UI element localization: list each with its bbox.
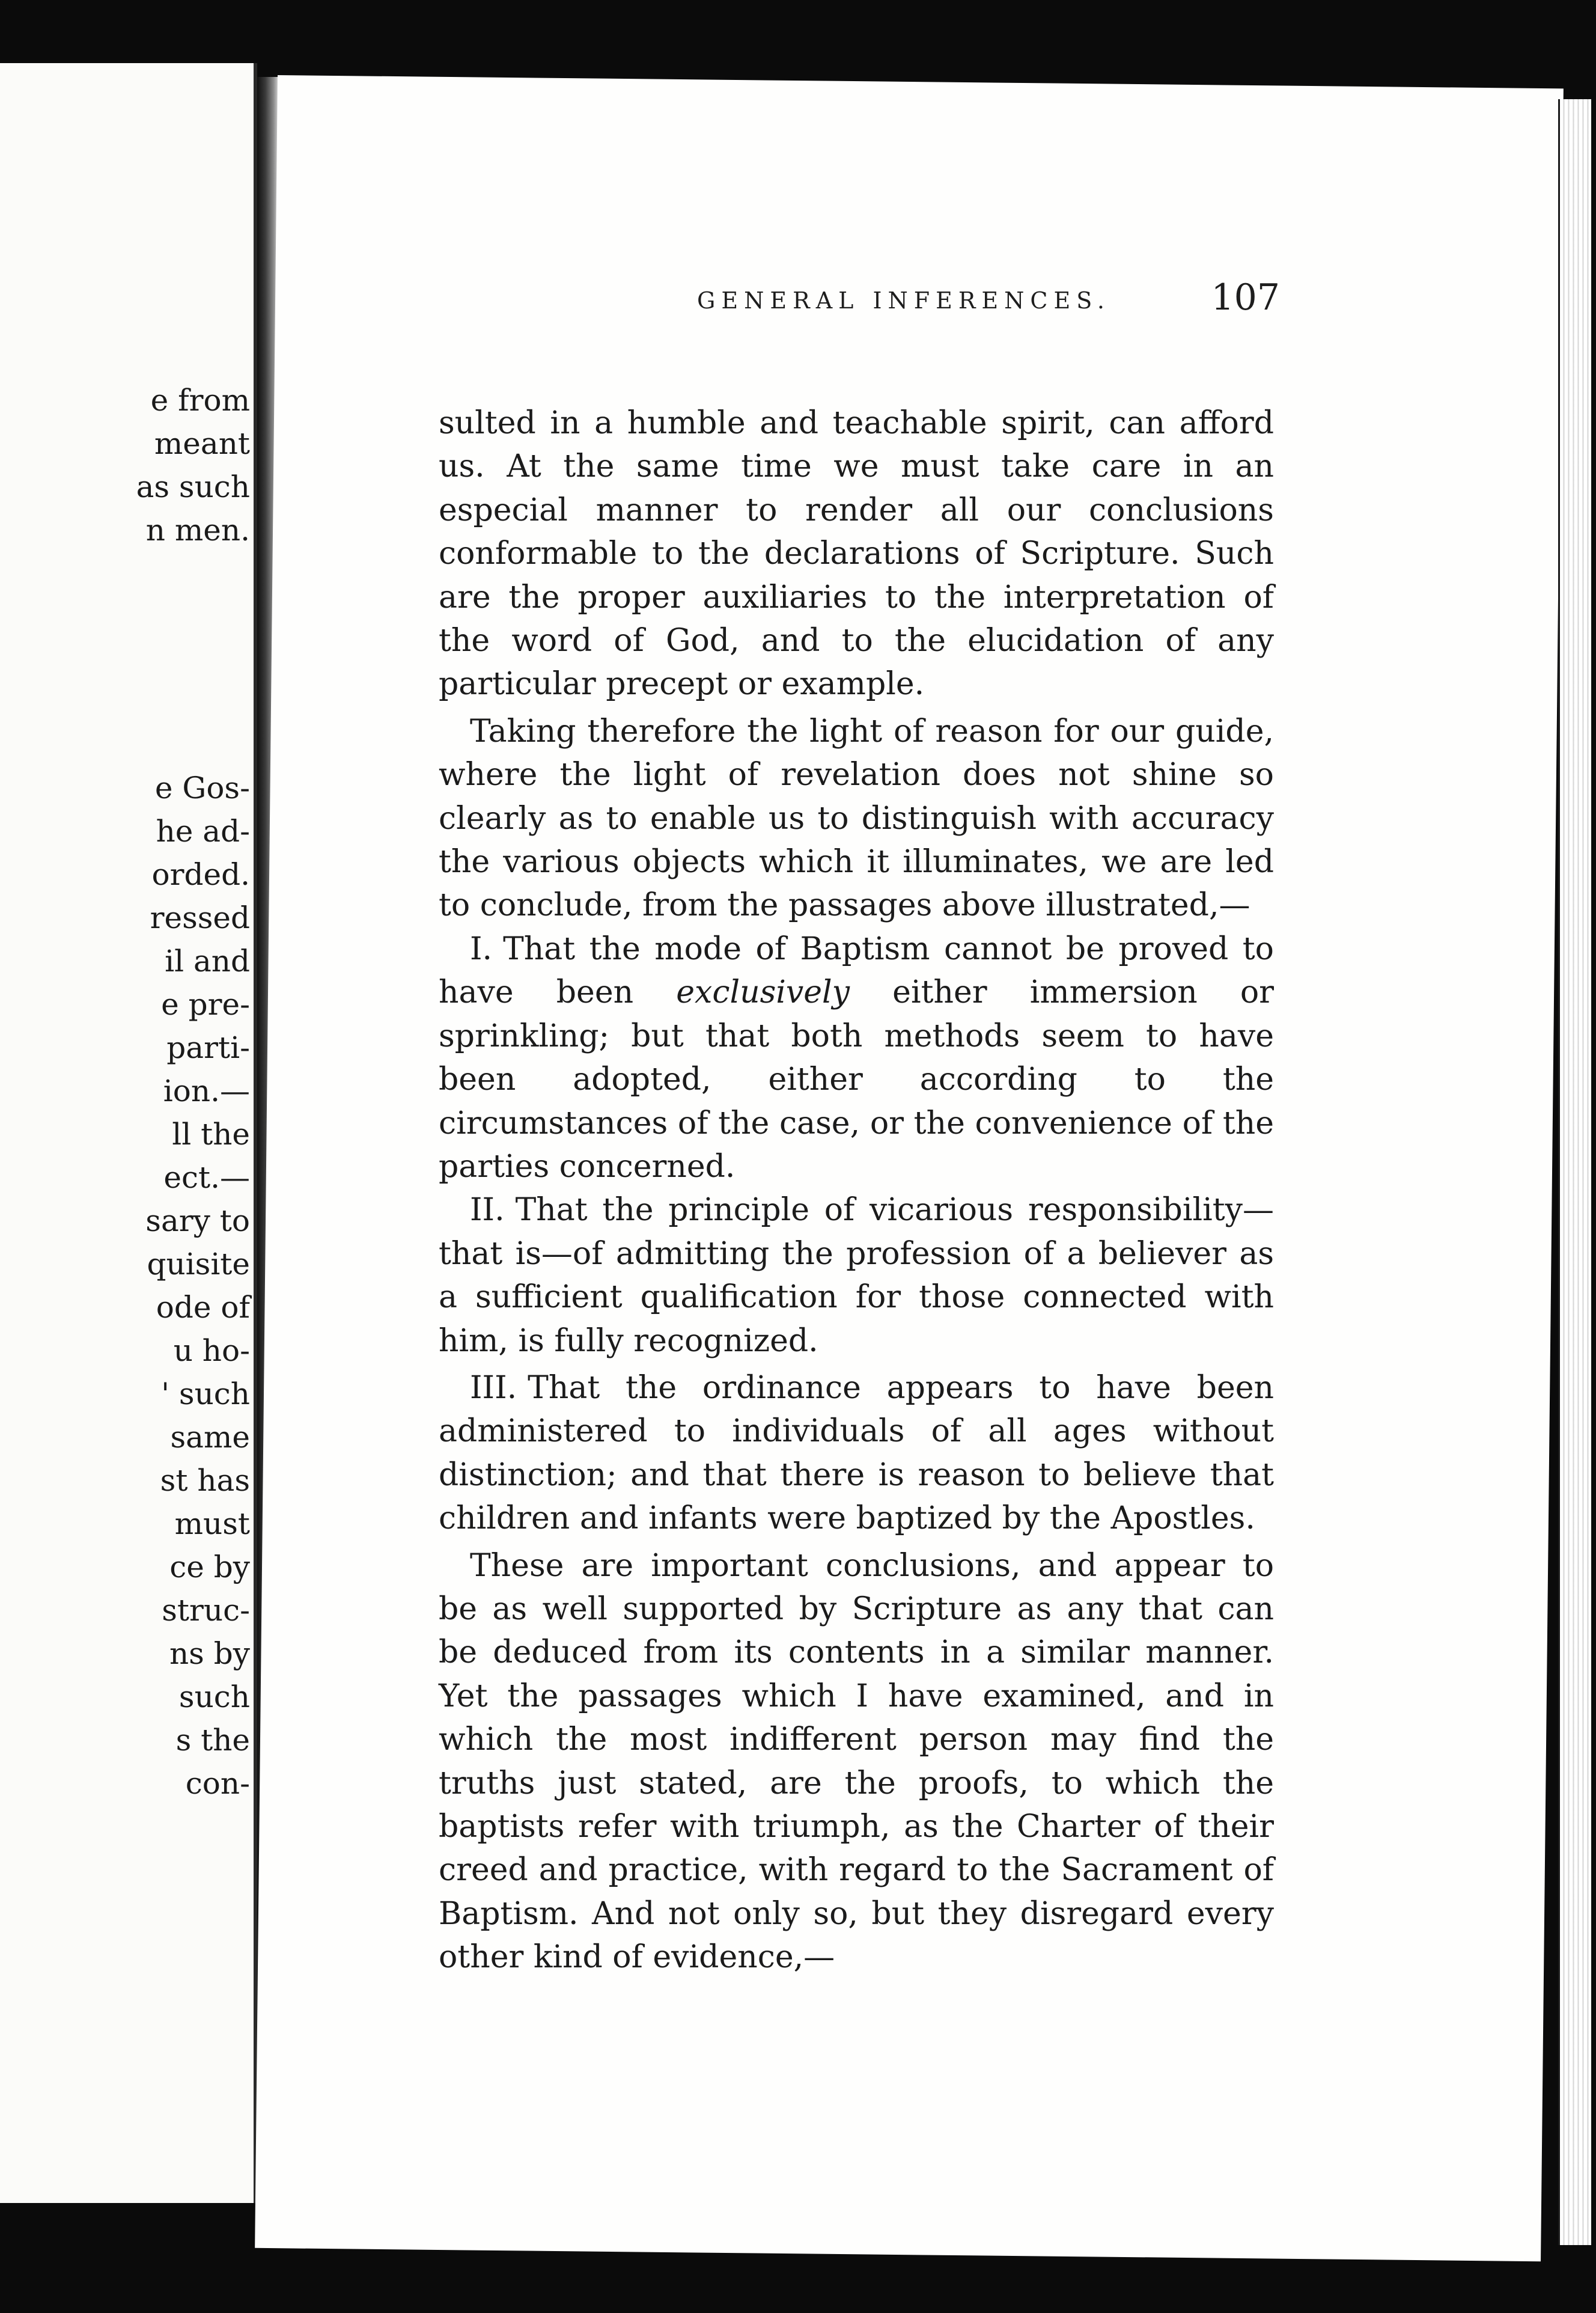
left-fragment-line: ' such bbox=[161, 1376, 250, 1411]
inference-numeral: I. bbox=[470, 930, 493, 967]
inference-text: That the principle of vicarious responsibility—that is—of admitting the profession of a believer as a sufficient qualification for those connected with him, is fully recognized. bbox=[439, 1192, 1274, 1359]
paragraph-continued: sulted in a humble and teachable spirit, can afford us. At the same time we must take care in an especial manner to render all our conclusions conformable to the declarations of Scripture. Such are the proper auxiliaries to the interpretation of the word of God, and to the elucidation of any particular precept or example. bbox=[439, 405, 1274, 703]
left-fragment-line: ll the bbox=[172, 1117, 250, 1152]
left-fragment-line: e pre- bbox=[161, 987, 250, 1022]
left-fragment-line: orded. bbox=[151, 857, 250, 892]
left-fragment-line: s the bbox=[175, 1723, 250, 1758]
inference-item-3 bbox=[439, 1366, 1274, 1541]
paragraph-closing: These are important conclusions, and appear to be as well supported by Scripture as any that can be deduced from its contents in a similar manner. Yet the passages which I have examined, and in which the most indifferent person may find the truths just stated, are the proofs, to which the baptists refer with triumph, as the Charter of their creed and practice, with regard to the Sacrament of Baptism. And not only so, but they disregard every other kind of evidence,— bbox=[439, 1547, 1274, 1976]
inference-text: That the ordinance appears to have been administered to individuals of all ages without distinction; and that there is reason to believe that children and infants were baptized by the Apostles. bbox=[439, 1369, 1274, 1537]
left-fragment-line: he ad- bbox=[156, 814, 250, 849]
left-page bbox=[0, 63, 257, 2203]
inference-item-1 bbox=[439, 927, 1274, 1188]
left-fragment-line: il and bbox=[165, 944, 250, 979]
left-fragment-line: ode of bbox=[156, 1290, 250, 1325]
left-fragment-line: sary to bbox=[145, 1203, 250, 1238]
left-fragment-line: same bbox=[170, 1420, 250, 1455]
page-number: 107 bbox=[1211, 277, 1280, 319]
left-fragment-line: e from bbox=[150, 383, 250, 418]
left-fragment-line: meant bbox=[154, 426, 250, 461]
left-fragments-middle bbox=[145, 766, 250, 1805]
left-fragment-line: quisite bbox=[147, 1247, 250, 1282]
running-head bbox=[409, 277, 1280, 331]
left-fragment-line: as such bbox=[136, 469, 250, 504]
inference-numeral: II. bbox=[470, 1192, 505, 1229]
left-fragment-line: ect.— bbox=[163, 1160, 250, 1195]
paragraph-conclusion-intro: Taking therefore the light of reason for our guide, where the light of revelation does not shine so clearly as to enable us to distinguish with accuracy the various objects which it illuminates, we are led to conclude, from the passages above illustrated,— bbox=[439, 713, 1274, 924]
inference-text: That the mode of Baptism cannot be proved to have been bbox=[439, 930, 1274, 1011]
left-fragment-line: u ho- bbox=[173, 1333, 250, 1368]
left-fragment-line: e Gos- bbox=[154, 771, 250, 805]
inference-numeral: III. bbox=[470, 1369, 517, 1406]
left-fragment-line: ressed bbox=[150, 900, 250, 935]
inference-item-2 bbox=[439, 1188, 1274, 1363]
left-fragment-line: con- bbox=[185, 1766, 250, 1801]
left-fragment-line: parti- bbox=[166, 1030, 250, 1065]
left-fragments-top bbox=[136, 379, 250, 552]
left-fragment-line: struc- bbox=[162, 1593, 250, 1628]
left-fragment-line: ion.— bbox=[163, 1074, 250, 1108]
inference-emphasis: exclusively bbox=[676, 974, 850, 1011]
left-page-text bbox=[13, 63, 254, 2203]
page-edges bbox=[1558, 99, 1591, 2245]
left-fragment-line: must bbox=[174, 1506, 250, 1541]
running-title: GENERAL INFERENCES. bbox=[697, 287, 1110, 314]
left-fragment-line: ce by bbox=[169, 1550, 250, 1584]
left-fragment-line: st has bbox=[160, 1463, 250, 1498]
inference-text: either immersion or sprinkling; but that both methods seem to have been adopted, either according to the circumstances of the case, or the convenience of the parties concerned. bbox=[439, 974, 1274, 1185]
left-fragment-line: ns by bbox=[169, 1636, 250, 1671]
left-fragment-line: n men. bbox=[145, 513, 250, 548]
left-fragment-line: such bbox=[178, 1679, 250, 1714]
body-text bbox=[439, 402, 1274, 1979]
